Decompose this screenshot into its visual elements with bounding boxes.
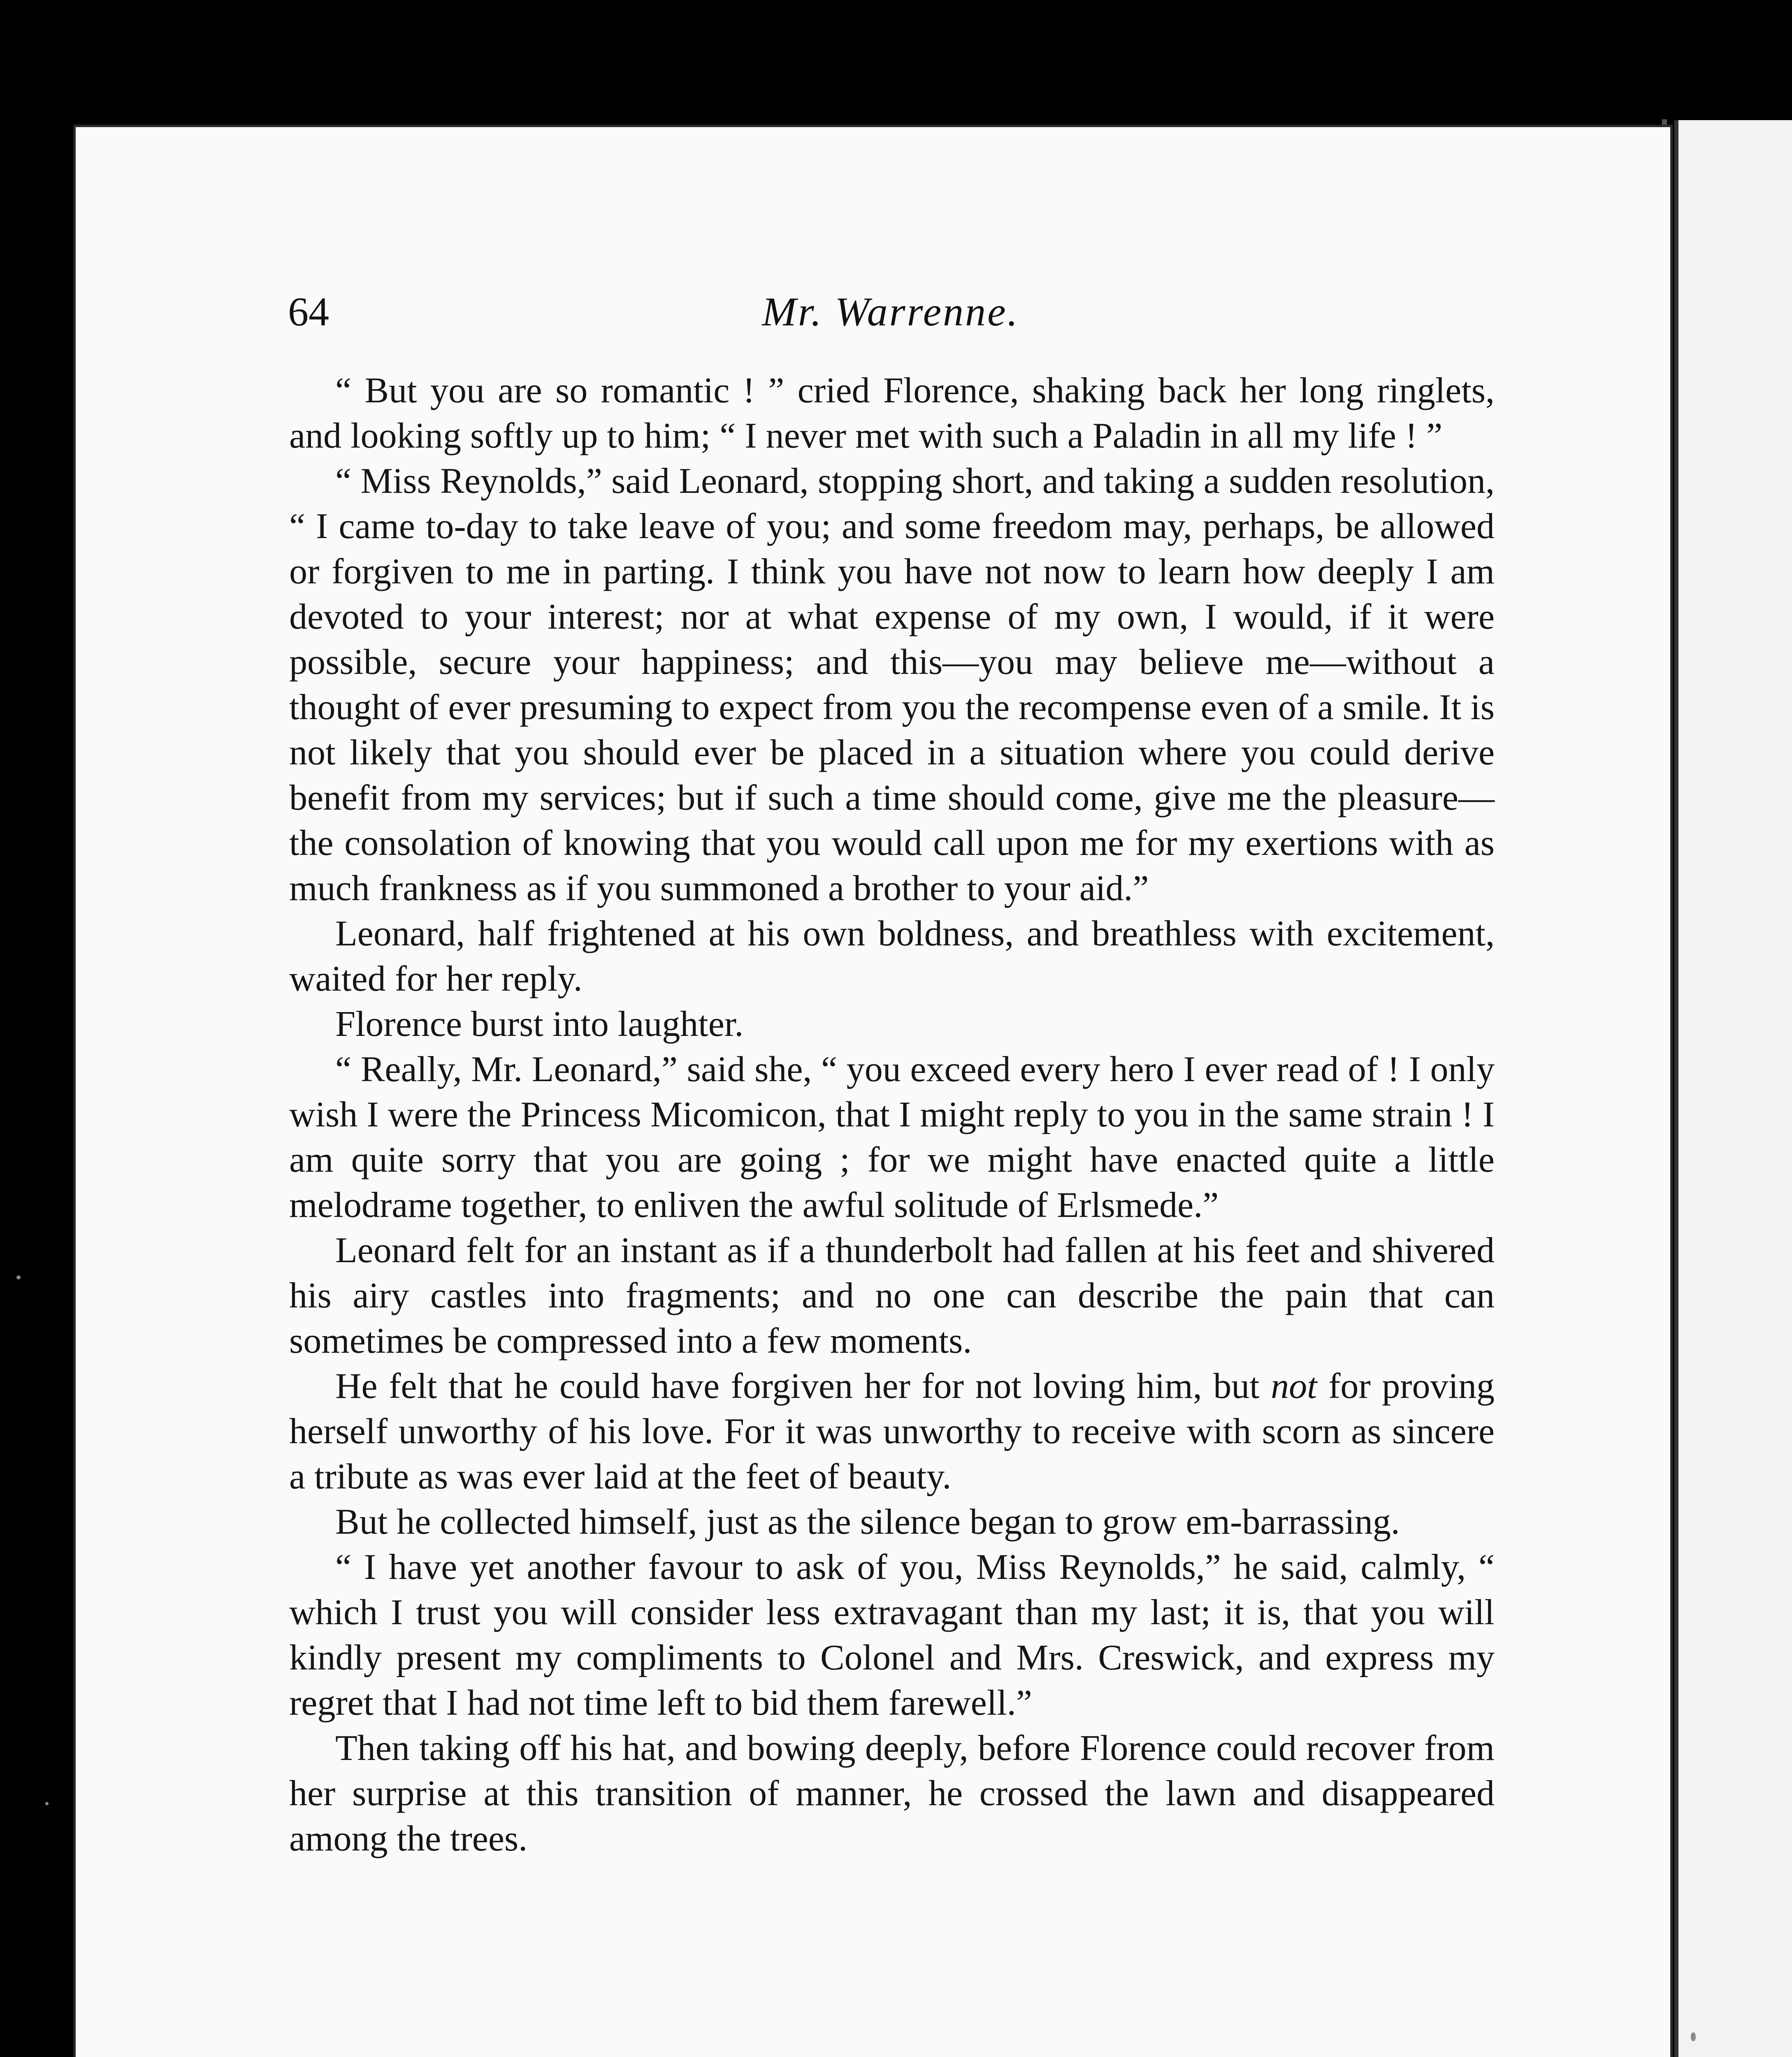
- paragraph-text: He felt that he could have forgiven her for not loving him, but: [335, 1366, 1271, 1406]
- emphasis-text: not: [1271, 1366, 1317, 1406]
- facing-page-edge: [1674, 120, 1792, 2057]
- scan-speck: [16, 1275, 21, 1279]
- paragraph: Leonard, half frightened at his own boldness, and breathless with excitement, waited for her reply.: [289, 914, 1495, 999]
- paragraph: “ I have yet another favour to ask of you, Miss Reynolds,” he said, calmly, “ which I trust you will consider less extravagant than my last; it is, that you will kindly present my compliments to Colonel and Mrs. Creswick, and express my regret that I had not time left to bid them farewell.”: [289, 1547, 1495, 1723]
- paragraph: But he collected himself, just as the silence began to grow em-barrassing.: [335, 1502, 1400, 1542]
- paragraph: Leonard felt for an instant as if a thunderbolt had fallen at his feet and shivered his airy castles into fragments; and no one can describe the pain that can sometimes be compressed into a few moments.: [289, 1230, 1495, 1361]
- paragraph: [289, 1364, 1495, 1500]
- running-head: Mr. Warrenne.: [762, 289, 1019, 334]
- scan-speck: [1691, 2032, 1696, 2041]
- paragraph: “ Really, Mr. Leonard,” said she, “ you exceed every hero I ever read of ! I only wish I were the Princess Micomicon, that I might reply to you in the same strain ! I am quite sorry that you are going ; for we might have enacted quite a little melodrame together, to enliven the awful solitude of Erlsmede.”: [289, 1049, 1495, 1225]
- paragraph: “ But you are so romantic ! ” cried Florence, shaking back her long ringlets, and looking softly up to him; “ I never met with such a Paladin in all my life ! ”: [289, 371, 1495, 456]
- page-header: [288, 288, 1493, 354]
- body-text: [289, 368, 1495, 1862]
- paragraph: Then taking off his hat, and bowing deeply, before Florence could recover from her surprise at this transition of manner, he crossed the lawn and disappeared among the trees.: [289, 1728, 1495, 1859]
- paragraph: “ Miss Reynolds,” said Leonard, stopping short, and taking a sudden resolution, “ I came to-day to take leave of you; and some freedom may, perhaps, be allowed or forgiven to me in parting. I think you have not now to learn how deeply I am devoted to your interest; nor at what expense of my own, I would, if it were possible, secure your happiness; and this—you may believe me—without a thought of ever presuming to expect from you the recompense even of a smile. It is not likely that you should ever be placed in a situation where you could derive benefit from my services; but if such a time should come, give me the pleasure—the consolation of knowing that you would call upon me for my exertions with as much frankness as if you summoned a brother to your aid.”: [289, 461, 1495, 908]
- paragraph-text: for proving herself unworthy of his love. For it was unworthy to receive with scorn as sincere a tribute as was ever laid at the feet of beauty.: [289, 1366, 1495, 1497]
- paragraph: Florence burst into laughter.: [335, 1004, 744, 1044]
- page-number: 64: [288, 289, 329, 334]
- scan-speck: [45, 1802, 49, 1805]
